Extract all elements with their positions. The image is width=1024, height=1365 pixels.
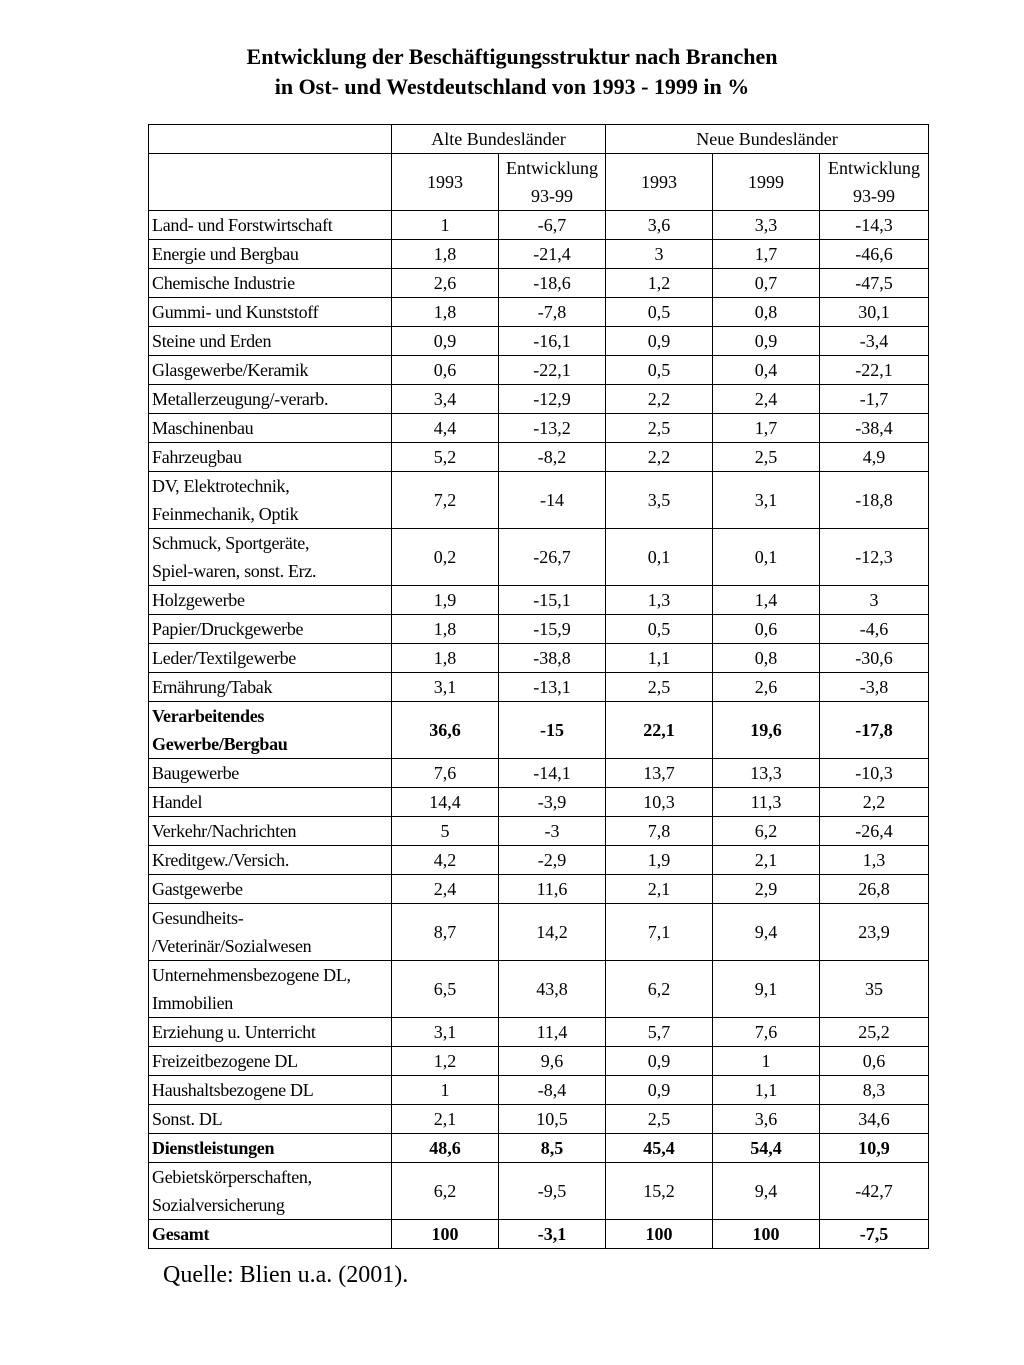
cell-value: 2,1 [713, 846, 820, 875]
cell-value: 2,2 [606, 443, 713, 472]
row-label-line: Verkehr/Nachrichten [152, 821, 297, 841]
row-label [149, 846, 392, 875]
cell-value: 0,6 [713, 615, 820, 644]
cell-value: 2,4 [392, 875, 499, 904]
cell-value: 2,9 [713, 875, 820, 904]
cell-value: -26,7 [499, 529, 606, 586]
row-label-line: Land- und Forstwirtschaft [152, 215, 333, 235]
cell-value: 3,3 [713, 211, 820, 240]
cell-value: 0,6 [820, 1047, 929, 1076]
table-row [149, 356, 929, 385]
cell-value: 2,5 [606, 1105, 713, 1134]
cell-value: 11,6 [499, 875, 606, 904]
cell-value: 2,2 [820, 788, 929, 817]
cell-value: 7,6 [392, 759, 499, 788]
table-row [149, 961, 929, 1018]
cell-value: 1,4 [713, 586, 820, 615]
cell-value: -3 [499, 817, 606, 846]
table-row [149, 673, 929, 702]
cell-value: 26,8 [820, 875, 929, 904]
row-label [149, 788, 392, 817]
cell-value: 1,8 [392, 298, 499, 327]
row-label [149, 1134, 392, 1163]
row-label-line: Sonst. DL [152, 1109, 223, 1129]
cell-value: 23,9 [820, 904, 929, 961]
row-label-line: Fahrzeugbau [152, 447, 242, 467]
table-row [149, 788, 929, 817]
cell-value: 14,4 [392, 788, 499, 817]
cell-value: 100 [392, 1220, 499, 1249]
cell-value: -38,8 [499, 644, 606, 673]
table-row [149, 615, 929, 644]
table-row [149, 1134, 929, 1163]
header-neu-entwicklung [820, 154, 929, 211]
cell-value: -26,4 [820, 817, 929, 846]
row-label [149, 1105, 392, 1134]
cell-value: 1,9 [392, 586, 499, 615]
cell-value: 2,1 [392, 1105, 499, 1134]
row-label [149, 472, 392, 529]
cell-value: 8,5 [499, 1134, 606, 1163]
row-label-line: Gesundheits- [152, 908, 244, 928]
table-row [149, 269, 929, 298]
cell-value: 2,6 [392, 269, 499, 298]
cell-value: 10,3 [606, 788, 713, 817]
cell-value: 0,1 [713, 529, 820, 586]
cell-value: 1,3 [606, 586, 713, 615]
cell-value: -3,9 [499, 788, 606, 817]
cell-value: 2,4 [713, 385, 820, 414]
header-neu-1993: 1993 [606, 154, 713, 211]
cell-value: 2,5 [713, 443, 820, 472]
header-neu-entwicklung-line1: Entwicklung [828, 158, 920, 178]
cell-value: 15,2 [606, 1163, 713, 1220]
table-row [149, 817, 929, 846]
row-label-line: Gesamt [152, 1224, 210, 1244]
row-label [149, 673, 392, 702]
table-row [149, 1076, 929, 1105]
cell-value: 0,7 [713, 269, 820, 298]
row-label-line: DV, Elektrotechnik, [152, 476, 290, 496]
row-label [149, 615, 392, 644]
table-row [149, 472, 929, 529]
row-label [149, 875, 392, 904]
cell-value: -6,7 [499, 211, 606, 240]
row-label [149, 586, 392, 615]
row-label [149, 1018, 392, 1047]
cell-value: -3,1 [499, 1220, 606, 1249]
cell-value: 2,1 [606, 875, 713, 904]
cell-value: 54,4 [713, 1134, 820, 1163]
table-row [149, 327, 929, 356]
cell-value: 0,2 [392, 529, 499, 586]
row-label [149, 327, 392, 356]
cell-value: -18,8 [820, 472, 929, 529]
cell-value: 3,1 [392, 1018, 499, 1047]
row-label [149, 904, 392, 961]
table-body [149, 211, 929, 1249]
table-row [149, 1105, 929, 1134]
cell-value: 35 [820, 961, 929, 1018]
row-label-line: /Veterinär/Sozialwesen [152, 936, 312, 956]
row-label-line: Erziehung u. Unterricht [152, 1022, 316, 1042]
cell-value: 6,2 [713, 817, 820, 846]
row-label-line: Dienstleistungen [152, 1138, 275, 1158]
header-neue-bundeslaender: Neue Bundesländer [606, 125, 929, 154]
row-label-line: Schmuck, Sportgeräte, [152, 533, 310, 553]
cell-value: 48,6 [392, 1134, 499, 1163]
cell-value: -13,1 [499, 673, 606, 702]
row-label [149, 414, 392, 443]
cell-value: 3,4 [392, 385, 499, 414]
header-alt-1993: 1993 [392, 154, 499, 211]
cell-value: 9,4 [713, 904, 820, 961]
row-label-line: Handel [152, 792, 203, 812]
sub-header-row [149, 154, 929, 211]
row-label-line: Baugewerbe [152, 763, 239, 783]
cell-value: -14,3 [820, 211, 929, 240]
row-label [149, 1163, 392, 1220]
source-note: Quelle: Blien u.a. (2001). [163, 1262, 409, 1288]
table-row [149, 385, 929, 414]
cell-value: 3 [606, 240, 713, 269]
cell-value: 0,9 [606, 1047, 713, 1076]
cell-value: 0,8 [713, 644, 820, 673]
cell-value: -14,1 [499, 759, 606, 788]
row-label-line: Unternehmensbezogene DL, [152, 965, 351, 985]
cell-value: 11,4 [499, 1018, 606, 1047]
cell-value: -8,2 [499, 443, 606, 472]
cell-value: 45,4 [606, 1134, 713, 1163]
cell-value: 2,5 [606, 414, 713, 443]
row-label-line: Spiel-waren, sonst. Erz. [152, 561, 317, 581]
cell-value: 1,8 [392, 615, 499, 644]
row-label [149, 1076, 392, 1105]
table-row [149, 759, 929, 788]
table-row [149, 443, 929, 472]
row-label [149, 644, 392, 673]
row-label-line: Holzgewerbe [152, 590, 245, 610]
table-row [149, 846, 929, 875]
row-label [149, 817, 392, 846]
header-alte-bundeslaender: Alte Bundesländer [392, 125, 606, 154]
cell-value: -13,2 [499, 414, 606, 443]
row-label-line: Gastgewerbe [152, 879, 243, 899]
cell-value: 2,5 [606, 673, 713, 702]
table-row [149, 414, 929, 443]
row-label-line: Glasgewerbe/Keramik [152, 360, 309, 380]
cell-value: -42,7 [820, 1163, 929, 1220]
row-label-line: Freizeitbezogene DL [152, 1051, 298, 1071]
table-row [149, 1163, 929, 1220]
cell-value: -3,4 [820, 327, 929, 356]
table-row [149, 875, 929, 904]
cell-value: 5 [392, 817, 499, 846]
cell-value: 30,1 [820, 298, 929, 327]
table-row [149, 298, 929, 327]
cell-value: 5,7 [606, 1018, 713, 1047]
cell-value: 0,4 [713, 356, 820, 385]
cell-value: -8,4 [499, 1076, 606, 1105]
table-row [149, 211, 929, 240]
row-label-line: Verarbeitendes [152, 706, 265, 726]
cell-value: 2,6 [713, 673, 820, 702]
cell-value: 6,2 [606, 961, 713, 1018]
cell-value: -2,9 [499, 846, 606, 875]
row-label [149, 1220, 392, 1249]
cell-value: 14,2 [499, 904, 606, 961]
cell-value: 1 [392, 1076, 499, 1105]
cell-value: 36,6 [392, 702, 499, 759]
title-line-2: in Ost- und Westdeutschland von 1993 - 1999 in % [274, 74, 750, 99]
row-label-line: Chemische Industrie [152, 273, 295, 293]
header-alt-entwicklung [499, 154, 606, 211]
cell-value: 0,9 [713, 327, 820, 356]
cell-value: 100 [713, 1220, 820, 1249]
cell-value: 13,3 [713, 759, 820, 788]
cell-value: 7,8 [606, 817, 713, 846]
header-neu-1999: 1999 [713, 154, 820, 211]
cell-value: 3,1 [392, 673, 499, 702]
cell-value: -3,8 [820, 673, 929, 702]
row-label-line: Sozialversicherung [152, 1195, 285, 1215]
row-label [149, 443, 392, 472]
row-label-line: Maschinenbau [152, 418, 254, 438]
cell-value: -15 [499, 702, 606, 759]
row-label [149, 385, 392, 414]
cell-value: -18,6 [499, 269, 606, 298]
row-label-line: Gummi- und Kunststoff [152, 302, 319, 322]
header-alt-entwicklung-line2: 93-99 [531, 186, 573, 206]
row-label-line: Feinmechanik, Optik [152, 504, 299, 524]
cell-value: 1,9 [606, 846, 713, 875]
cell-value: 19,6 [713, 702, 820, 759]
table-row [149, 1018, 929, 1047]
table-row [149, 644, 929, 673]
cell-value: 3,1 [713, 472, 820, 529]
cell-value: 7,1 [606, 904, 713, 961]
cell-value: -12,3 [820, 529, 929, 586]
cell-value: -7,5 [820, 1220, 929, 1249]
cell-value: 100 [606, 1220, 713, 1249]
cell-value: 1,2 [392, 1047, 499, 1076]
row-label-line: Steine und Erden [152, 331, 272, 351]
page-title [0, 42, 1024, 102]
header-alt-entwicklung-line1: Entwicklung [506, 158, 598, 178]
cell-value: 25,2 [820, 1018, 929, 1047]
row-label-line: Metallerzeugung/-verarb. [152, 389, 329, 409]
cell-value: -17,8 [820, 702, 929, 759]
cell-value: 11,3 [713, 788, 820, 817]
table-row [149, 240, 929, 269]
cell-value: 13,7 [606, 759, 713, 788]
row-label [149, 1047, 392, 1076]
title-line-1: Entwicklung der Beschäftigungsstruktur nach Branchen [246, 44, 778, 69]
cell-value: 10,5 [499, 1105, 606, 1134]
cell-value: -4,6 [820, 615, 929, 644]
row-label [149, 759, 392, 788]
row-label [149, 211, 392, 240]
cell-value: 22,1 [606, 702, 713, 759]
cell-value: -38,4 [820, 414, 929, 443]
cell-value: 0,9 [606, 327, 713, 356]
header-empty-label [149, 154, 392, 211]
cell-value: 0,6 [392, 356, 499, 385]
cell-value: 3,6 [606, 211, 713, 240]
cell-value: -15,9 [499, 615, 606, 644]
header-empty-corner [149, 125, 392, 154]
cell-value: 10,9 [820, 1134, 929, 1163]
table-row [149, 702, 929, 759]
cell-value: 0,8 [713, 298, 820, 327]
cell-value: 0,9 [606, 1076, 713, 1105]
row-label [149, 240, 392, 269]
row-label [149, 702, 392, 759]
row-label-line: Papier/Druckgewerbe [152, 619, 304, 639]
table-row [149, 904, 929, 961]
cell-value: -16,1 [499, 327, 606, 356]
row-label [149, 961, 392, 1018]
cell-value: 0,5 [606, 615, 713, 644]
cell-value: 6,2 [392, 1163, 499, 1220]
cell-value: 1 [713, 1047, 820, 1076]
cell-value: 34,6 [820, 1105, 929, 1134]
cell-value: 9,4 [713, 1163, 820, 1220]
employment-table [148, 124, 929, 1249]
cell-value: -10,3 [820, 759, 929, 788]
cell-value: 9,1 [713, 961, 820, 1018]
row-label-line: Haushaltsbezogene DL [152, 1080, 314, 1100]
cell-value: 3,6 [713, 1105, 820, 1134]
cell-value: 4,4 [392, 414, 499, 443]
cell-value: -21,4 [499, 240, 606, 269]
cell-value: -22,1 [820, 356, 929, 385]
row-label-line: Gebietskörperschaften, [152, 1167, 312, 1187]
cell-value: -14 [499, 472, 606, 529]
cell-value: 1,8 [392, 240, 499, 269]
row-label-line: Immobilien [152, 993, 233, 1013]
cell-value: -22,1 [499, 356, 606, 385]
cell-value: -7,8 [499, 298, 606, 327]
cell-value: -1,7 [820, 385, 929, 414]
cell-value: -47,5 [820, 269, 929, 298]
cell-value: -30,6 [820, 644, 929, 673]
cell-value: 2,2 [606, 385, 713, 414]
cell-value: 1,1 [606, 644, 713, 673]
cell-value: 1,7 [713, 240, 820, 269]
cell-value: 7,2 [392, 472, 499, 529]
cell-value: 43,8 [499, 961, 606, 1018]
cell-value: 4,9 [820, 443, 929, 472]
cell-value: 1,3 [820, 846, 929, 875]
header-neu-entwicklung-line2: 93-99 [853, 186, 895, 206]
row-label [149, 529, 392, 586]
cell-value: -12,9 [499, 385, 606, 414]
group-header-row [149, 125, 929, 154]
cell-value: 8,3 [820, 1076, 929, 1105]
row-label-line: Ernährung/Tabak [152, 677, 273, 697]
cell-value: 0,1 [606, 529, 713, 586]
cell-value: 3,5 [606, 472, 713, 529]
row-label [149, 269, 392, 298]
cell-value: 1,8 [392, 644, 499, 673]
cell-value: 1,2 [606, 269, 713, 298]
row-label-line: Kreditgew./Versich. [152, 850, 290, 870]
cell-value: 1,1 [713, 1076, 820, 1105]
row-label [149, 356, 392, 385]
cell-value: 3 [820, 586, 929, 615]
cell-value: 6,5 [392, 961, 499, 1018]
cell-value: -46,6 [820, 240, 929, 269]
table-row [149, 1220, 929, 1249]
cell-value: 8,7 [392, 904, 499, 961]
cell-value: 0,5 [606, 356, 713, 385]
cell-value: 9,6 [499, 1047, 606, 1076]
cell-value: 7,6 [713, 1018, 820, 1047]
row-label-line: Energie und Bergbau [152, 244, 299, 264]
cell-value: 0,9 [392, 327, 499, 356]
row-label-line: Gewerbe/Bergbau [152, 734, 288, 754]
cell-value: 0,5 [606, 298, 713, 327]
cell-value: 1 [392, 211, 499, 240]
cell-value: -15,1 [499, 586, 606, 615]
cell-value: 5,2 [392, 443, 499, 472]
table-row [149, 529, 929, 586]
cell-value: 1,7 [713, 414, 820, 443]
row-label [149, 298, 392, 327]
cell-value: 4,2 [392, 846, 499, 875]
table-row [149, 1047, 929, 1076]
cell-value: -9,5 [499, 1163, 606, 1220]
table-row [149, 586, 929, 615]
row-label-line: Leder/Textilgewerbe [152, 648, 296, 668]
